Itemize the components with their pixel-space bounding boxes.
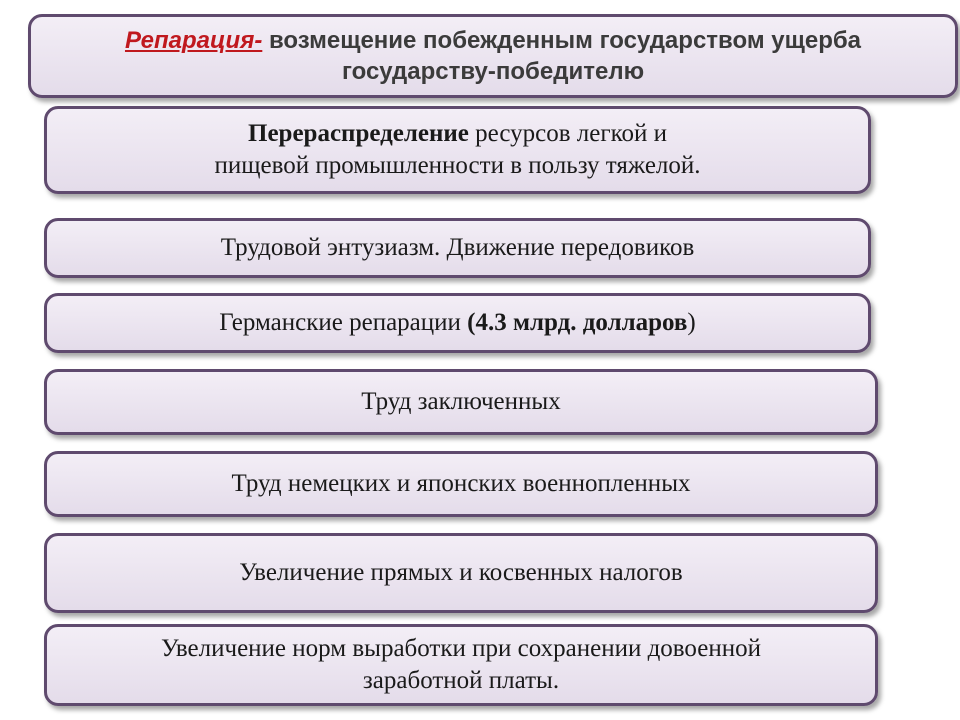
- list-item-prisoner-labor: [44, 369, 878, 435]
- list-item-text: [219, 307, 696, 339]
- definition-text-line1: возмещение побежденным государством ущерба: [262, 27, 862, 54]
- definition-box: [28, 14, 958, 98]
- list-item-line2: пищевой промышленности в пользу тяжелой.: [214, 152, 701, 179]
- list-item-german-reparations: [44, 293, 871, 353]
- list-item-text: Увеличение прямых и косвенных налогов: [239, 559, 683, 586]
- list-item-output-norms: [44, 624, 878, 706]
- list-item-line1: Увеличение норм выработки при сохранении довоенной: [161, 635, 761, 662]
- definition-term: Репарация-: [124, 27, 263, 54]
- list-item-redistribution: [44, 106, 871, 194]
- definition-text: [125, 25, 861, 87]
- list-item-pow-labor: [44, 451, 878, 517]
- list-item-labor-enthusiasm: [44, 218, 871, 278]
- list-item-text: Трудовой энтузиазм. Движение передовиков: [220, 234, 695, 261]
- list-item-bold: (4.3 млрд. долларов: [467, 309, 688, 336]
- list-item-line2: заработной платы.: [362, 667, 560, 694]
- definition-text-line2: государству-победителю: [341, 58, 645, 85]
- list-item-suffix: ): [687, 309, 696, 336]
- list-item-prefix: Германские репарации: [219, 309, 468, 336]
- list-item-rest: ресурсов легкой и: [468, 120, 667, 147]
- list-item-tax-increase: [44, 533, 878, 613]
- list-item-bold: Перераспределение: [248, 120, 469, 147]
- list-item-text: [161, 633, 761, 697]
- list-item-text: [214, 118, 700, 182]
- list-item-text: Труд заключенных: [361, 388, 561, 415]
- list-item-text: Труд немецких и японских военнопленных: [231, 470, 691, 497]
